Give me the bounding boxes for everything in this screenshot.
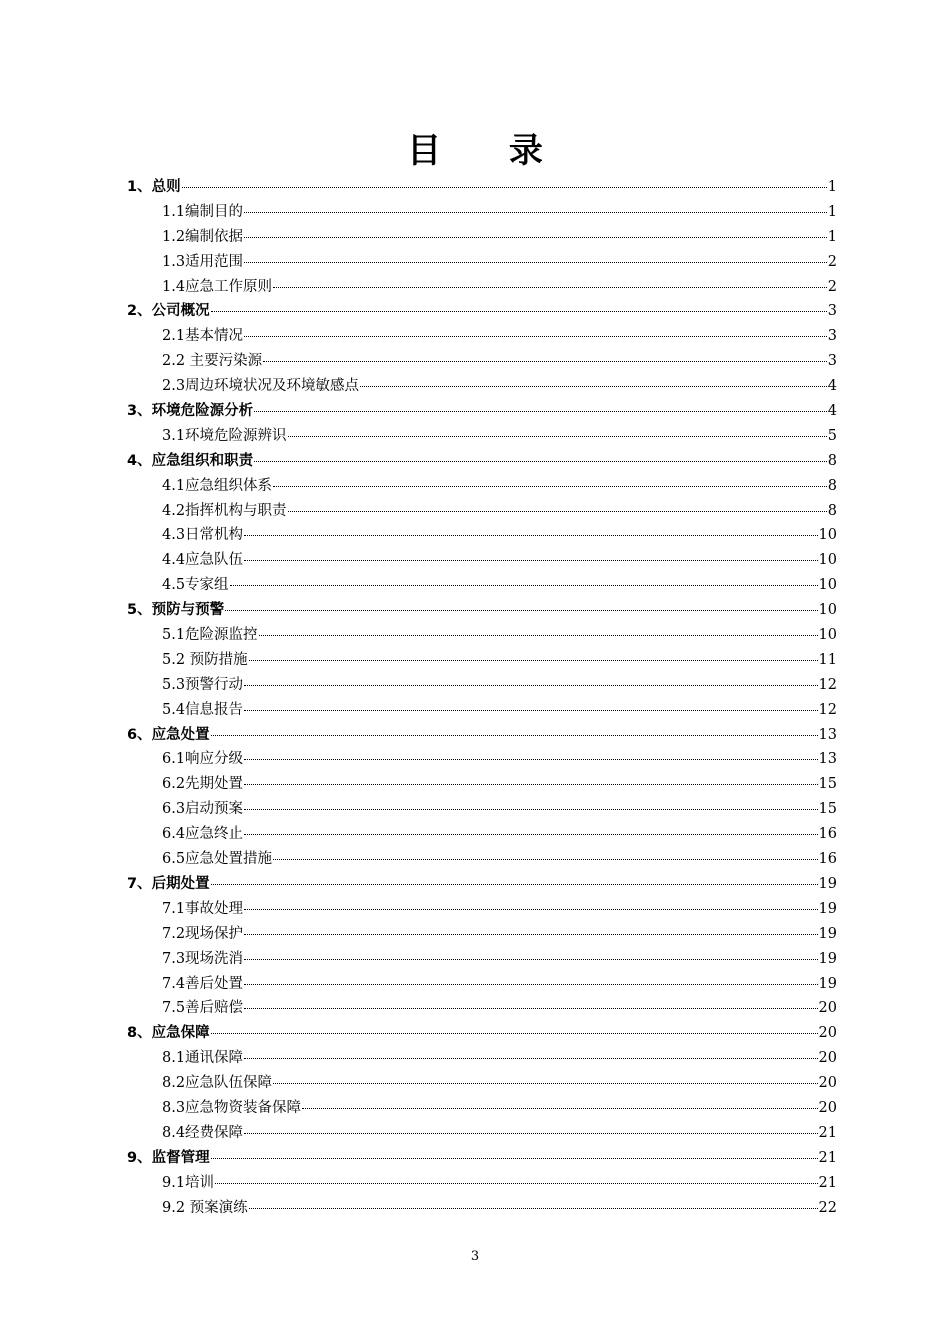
toc-dot-leader (211, 735, 818, 736)
toc-entry-page: 1 (827, 203, 837, 220)
toc-entry-label: 7、后期处置 (127, 875, 210, 892)
toc-entry-label: 9、监督管理 (127, 1149, 210, 1166)
toc-section-entry[interactable] (127, 698, 837, 723)
toc-entry-label: 6、应急处置 (127, 726, 210, 743)
toc-dot-leader (302, 1108, 817, 1109)
toc-entry-label: 1.3适用范围 (162, 253, 244, 270)
toc-entry-page: 11 (818, 651, 837, 668)
toc-entry-page: 19 (818, 975, 837, 992)
toc-entry-page: 20 (818, 1075, 837, 1092)
toc-entry-page: 10 (818, 602, 837, 619)
toc-entry-label: 2.1基本情况 (162, 328, 244, 345)
toc-entry-label: 6.2先期处置 (162, 776, 244, 793)
toc-entry-page: 19 (818, 950, 837, 967)
toc-section-entry[interactable] (127, 324, 837, 349)
toc-entry-page: 5 (827, 427, 837, 444)
toc-entry-label: 1.2编制依据 (162, 228, 244, 245)
toc-entry-label: 4.3日常机构 (162, 527, 244, 544)
toc-entry-label: 6.5应急处置措施 (162, 851, 273, 868)
toc-dot-leader (273, 486, 827, 487)
toc-entry-label: 6.3启动预案 (162, 801, 244, 818)
toc-entry-page: 15 (818, 776, 837, 793)
toc-entry-label: 5.4信息报告 (162, 701, 244, 718)
toc-section-entry[interactable] (127, 200, 837, 225)
toc-dot-leader (273, 1083, 817, 1084)
toc-entry-page: 21 (818, 1149, 837, 1166)
toc-entry-label: 1.1编制目的 (162, 203, 244, 220)
toc-dot-leader (249, 1208, 818, 1209)
toc-dot-leader (254, 411, 827, 412)
toc-dot-leader (244, 809, 817, 810)
toc-dot-leader (244, 1133, 817, 1134)
toc-dot-leader (249, 660, 818, 661)
toc-section-entry[interactable] (127, 747, 837, 772)
toc-entry-page: 4 (827, 403, 837, 420)
toc-entry-label: 1.4应急工作原则 (162, 278, 273, 295)
toc-section-entry[interactable] (127, 847, 837, 872)
toc-section-entry[interactable] (127, 349, 837, 374)
toc-entry-page: 13 (818, 751, 837, 768)
toc-entry-label: 7.2现场保护 (162, 925, 244, 942)
toc-dot-leader (244, 237, 827, 238)
toc-entry-label: 5、预防与预警 (127, 602, 225, 619)
toc-dot-leader (244, 959, 817, 960)
toc-entry-page: 2 (827, 278, 837, 295)
toc-dot-leader (244, 535, 817, 536)
toc-section-entry[interactable] (127, 1046, 837, 1071)
toc-entry-page: 10 (818, 552, 837, 569)
toc-section-entry[interactable] (127, 225, 837, 250)
toc-entry-page: 16 (818, 851, 837, 868)
toc-entry-page: 20 (818, 1099, 837, 1116)
toc-dot-leader (230, 585, 818, 586)
toc-section-entry[interactable] (127, 523, 837, 548)
toc-section-entry[interactable] (127, 797, 837, 822)
toc-dot-leader (182, 187, 827, 188)
toc-chapter-entry[interactable] (127, 1021, 837, 1046)
toc-dot-leader (244, 212, 827, 213)
toc-entry-page: 3 (827, 303, 837, 320)
toc-entry-page: 8 (827, 452, 837, 469)
toc-dot-leader (244, 834, 817, 835)
toc-dot-leader (244, 336, 827, 337)
toc-entry-page: 21 (818, 1174, 837, 1191)
toc-entry-page: 15 (818, 801, 837, 818)
toc-entry-page: 22 (818, 1199, 837, 1216)
toc-entry-label: 4.4应急队伍 (162, 552, 244, 569)
toc-dot-leader (215, 1183, 817, 1184)
toc-dot-leader (211, 884, 818, 885)
toc-dot-leader (273, 287, 827, 288)
toc-title: 目 录 (407, 131, 571, 171)
toc-section-entry[interactable] (127, 548, 837, 573)
toc-chapter-entry[interactable] (127, 399, 837, 424)
toc-dot-leader (225, 610, 817, 611)
toc-entry-label: 8.1通讯保障 (162, 1050, 244, 1067)
toc-entry-label: 3.1环境危险源辨识 (162, 427, 287, 444)
toc-section-entry[interactable] (127, 250, 837, 275)
toc-chapter-entry[interactable] (127, 723, 837, 748)
toc-section-entry[interactable] (127, 1196, 837, 1221)
toc-entry-label: 9.2 预案演练 (162, 1199, 248, 1216)
toc-entry-page: 13 (818, 726, 837, 743)
toc-section-entry[interactable] (127, 673, 837, 698)
toc-entry-label: 7.1事故处理 (162, 900, 244, 917)
toc-section-entry[interactable] (127, 1071, 837, 1096)
toc-entry-page: 10 (818, 627, 837, 644)
toc-entry-page: 8 (827, 502, 837, 519)
toc-section-entry[interactable] (127, 972, 837, 997)
toc-entry-label: 4.5专家组 (162, 577, 229, 594)
toc-entry-page: 3 (827, 328, 837, 345)
toc-dot-leader (244, 560, 817, 561)
toc-entry-page: 21 (818, 1124, 837, 1141)
toc-section-entry[interactable] (127, 374, 837, 399)
toc-entry-label: 2.2 主要污染源 (162, 353, 263, 370)
toc-entry-page: 1 (827, 228, 837, 245)
toc-dot-leader (244, 685, 817, 686)
toc-dot-leader (211, 1033, 818, 1034)
toc-entry-label: 2.3周边环境状况及环境敏感点 (162, 378, 360, 395)
toc-section-entry[interactable] (127, 996, 837, 1021)
toc-section-entry[interactable] (127, 573, 837, 598)
toc-entry-page: 12 (818, 701, 837, 718)
toc-dot-leader (273, 859, 817, 860)
toc-chapter-entry[interactable] (127, 449, 837, 474)
toc-entry-label: 7.5善后赔偿 (162, 1000, 244, 1017)
toc-section-entry[interactable] (127, 1171, 837, 1196)
toc-section-entry[interactable] (127, 499, 837, 524)
toc-entry-page: 20 (818, 1000, 837, 1017)
toc-entry-page: 16 (818, 826, 837, 843)
toc-entry-page: 19 (818, 925, 837, 942)
toc-entry-label: 6.4应急终止 (162, 826, 244, 843)
toc-entry-label: 4.1应急组织体系 (162, 477, 273, 494)
toc-entry-page: 2 (827, 253, 837, 270)
toc-dot-leader (211, 1158, 818, 1159)
toc-entry-page: 8 (827, 477, 837, 494)
toc-section-entry[interactable] (127, 1096, 837, 1121)
toc-section-entry[interactable] (127, 922, 837, 947)
toc-entry-page: 3 (827, 353, 837, 370)
toc-dot-leader (259, 635, 818, 636)
toc-chapter-entry[interactable] (127, 299, 837, 324)
toc-entry-label: 6.1响应分级 (162, 751, 244, 768)
toc-dot-leader (211, 311, 827, 312)
toc-chapter-entry[interactable] (127, 598, 837, 623)
toc-list (127, 175, 837, 1220)
toc-dot-leader (360, 386, 827, 387)
toc-chapter-entry[interactable] (127, 872, 837, 897)
toc-dot-leader (244, 759, 817, 760)
toc-section-entry[interactable] (127, 623, 837, 648)
toc-section-entry[interactable] (127, 648, 837, 673)
toc-dot-leader (244, 984, 817, 985)
toc-dot-leader (244, 262, 827, 263)
toc-section-entry[interactable] (127, 424, 837, 449)
toc-entry-page: 1 (827, 179, 837, 195)
toc-dot-leader (244, 1008, 817, 1009)
toc-dot-leader (244, 784, 817, 785)
toc-dot-leader (244, 909, 817, 910)
toc-dot-leader (244, 710, 817, 711)
toc-entry-page: 20 (818, 1025, 837, 1042)
toc-section-entry[interactable] (127, 947, 837, 972)
toc-section-entry[interactable] (127, 275, 837, 300)
toc-entry-label: 8.2应急队伍保障 (162, 1075, 273, 1092)
toc-entry-page: 19 (818, 900, 837, 917)
toc-chapter-entry[interactable] (127, 175, 837, 200)
toc-entry-label: 4.2指挥机构与职责 (162, 502, 287, 519)
toc-dot-leader (244, 1058, 817, 1059)
toc-entry-page: 10 (818, 577, 837, 594)
toc-dot-leader (288, 511, 827, 512)
toc-entry-page: 10 (818, 527, 837, 544)
toc-entry-label: 9.1培训 (162, 1174, 215, 1191)
toc-entry-label: 5.2 预防措施 (162, 651, 248, 668)
toc-entry-page: 4 (827, 378, 837, 395)
toc-entry-page: 20 (818, 1050, 837, 1067)
toc-section-entry[interactable] (127, 772, 837, 797)
toc-dot-leader (288, 436, 827, 437)
toc-entry-label: 5.3预警行动 (162, 676, 244, 693)
toc-entry-label: 8.3应急物资装备保障 (162, 1099, 302, 1116)
toc-dot-leader (254, 461, 827, 462)
toc-entry-label: 7.4善后处置 (162, 975, 244, 992)
toc-entry-label: 3、环境危险源分析 (127, 403, 254, 420)
toc-entry-page: 19 (818, 875, 837, 892)
toc-entry-label: 8.4经费保障 (162, 1124, 244, 1141)
toc-entry-label: 2、公司概况 (127, 303, 210, 320)
toc-section-entry[interactable] (127, 897, 837, 922)
toc-entry-label: 7.3现场洗消 (162, 950, 244, 967)
toc-section-entry[interactable] (127, 1121, 837, 1146)
toc-entry-label: 4、应急组织和职责 (127, 452, 254, 469)
toc-chapter-entry[interactable] (127, 1146, 837, 1171)
toc-dot-leader (244, 934, 817, 935)
toc-entry-label: 8、应急保障 (127, 1025, 210, 1042)
toc-dot-leader (263, 361, 827, 362)
toc-section-entry[interactable] (127, 822, 837, 847)
toc-entry-label: 1、总则 (127, 179, 181, 195)
toc-entry-page: 12 (818, 676, 837, 693)
page-number: 3 (470, 1249, 480, 1264)
toc-entry-label: 5.1危险源监控 (162, 627, 258, 644)
toc-section-entry[interactable] (127, 474, 837, 499)
